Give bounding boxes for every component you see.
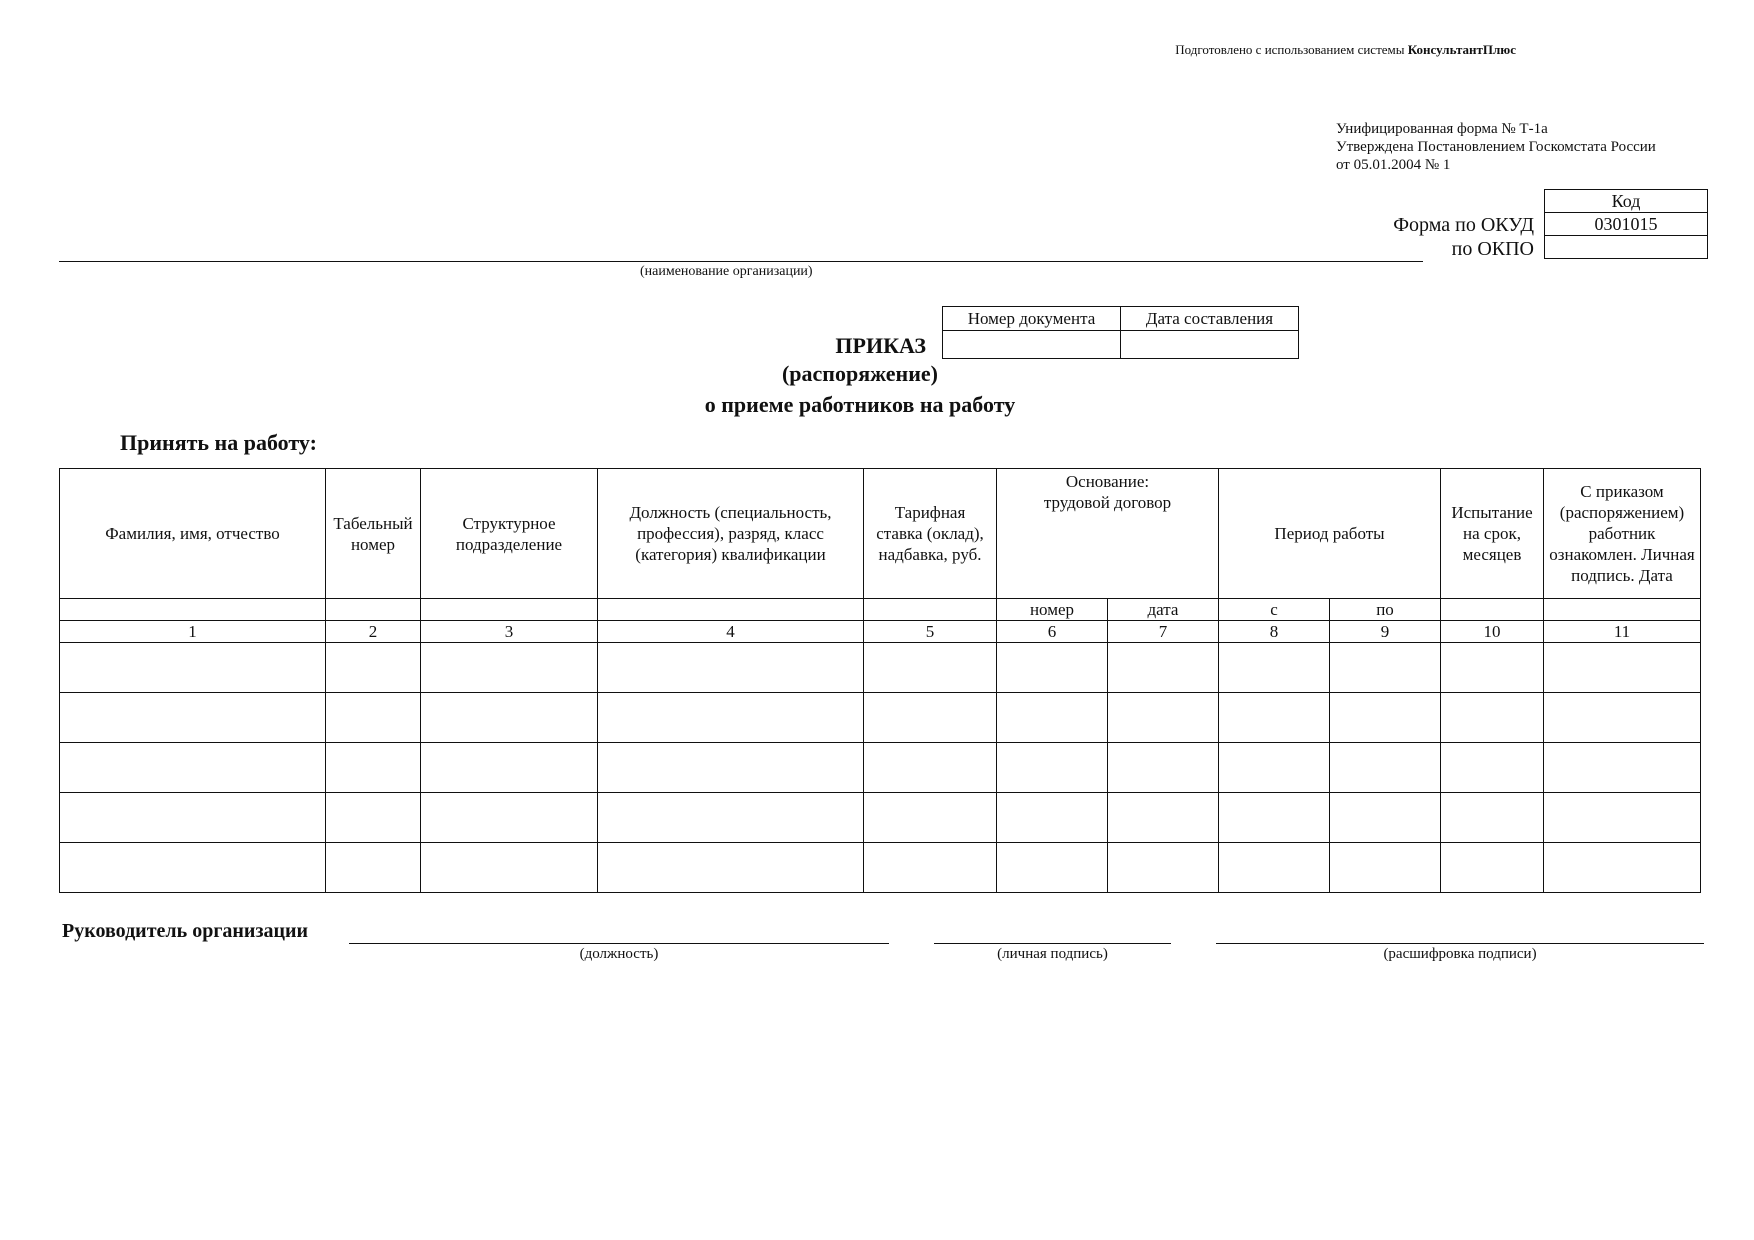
col-number: 10 (1441, 621, 1544, 643)
position-caption: (должность) (579, 946, 659, 962)
table-row (60, 843, 1701, 893)
col-number: 5 (864, 621, 997, 643)
header-acknowledged: С приказом (распоряжением) работник ознакомлен. Личная подпись. Дата (1544, 469, 1701, 599)
header-period: Период работы (1219, 469, 1441, 599)
organization-caption: (наименование организации) (640, 264, 813, 279)
header-rate: Тарифная ставка (оклад), надбавка, руб. (864, 469, 997, 599)
col-number: 3 (421, 621, 598, 643)
col-number: 1 (60, 621, 326, 643)
header-tab-number: Табельный номер (326, 469, 421, 599)
subheader-date: дата (1108, 599, 1219, 621)
subheader-number: номер (997, 599, 1108, 621)
col-number: 9 (1330, 621, 1441, 643)
header-fio: Фамилия, имя, отчество (60, 469, 326, 599)
col-number: 4 (598, 621, 864, 643)
signature-line[interactable] (934, 943, 1171, 944)
unified-form-line1: Унифицированная форма № Т-1а (1336, 121, 1548, 137)
decode-caption: (расшифровка подписи) (1383, 946, 1537, 962)
unified-form-line3: от 05.01.2004 № 1 (1336, 157, 1451, 173)
unified-form-line2: Утверждена Постановлением Госкомстата России (1336, 139, 1656, 155)
subheader-to: по (1330, 599, 1441, 621)
decode-line[interactable] (1216, 943, 1704, 944)
table-row (60, 643, 1701, 693)
header-trial: Испытание на срок, месяцев (1441, 469, 1544, 599)
table-row (60, 693, 1701, 743)
subheader-from: с (1219, 599, 1330, 621)
signature-caption: (личная подпись) (997, 946, 1108, 962)
code-box (1544, 189, 1708, 259)
okud-value: 0301015 (1545, 213, 1708, 236)
title-line2: (распоряжение) (781, 361, 938, 386)
unified-form-info (1336, 120, 1656, 174)
position-line[interactable] (349, 943, 889, 944)
title-line3: о приеме работников на работу (704, 392, 1016, 417)
table-row (60, 793, 1701, 843)
organization-field[interactable] (59, 261, 1423, 262)
consultant-note (1175, 42, 1516, 58)
doc-number-value[interactable] (943, 331, 1121, 359)
col-number: 2 (326, 621, 421, 643)
header-position: Должность (специальность, профессия), разряд, класс (категория) квалификации (598, 469, 864, 599)
doc-date-value[interactable] (1121, 331, 1299, 359)
employees-table (59, 468, 1701, 893)
header-basis: Основание: трудовой договор (997, 469, 1219, 599)
header-structure: Структурное подразделение (421, 469, 598, 599)
okpo-label: по ОКПО (1451, 238, 1534, 260)
col-number: 11 (1544, 621, 1701, 643)
doc-date-label: Дата составления (1121, 307, 1299, 331)
title-line1: ПРИКАЗ (835, 333, 926, 358)
table-row (60, 743, 1701, 793)
okud-label: Форма по ОКУД (1393, 214, 1534, 236)
accept-label: Принять на работу: (120, 430, 317, 455)
consultant-brand: КонсультантПлюс (1407, 42, 1516, 57)
code-header: Код (1545, 190, 1708, 213)
col-number: 6 (997, 621, 1108, 643)
consultant-prefix: Подготовлено с использованием системы (1175, 42, 1405, 57)
okpo-value[interactable] (1545, 236, 1708, 259)
document-number-box (942, 306, 1299, 359)
doc-number-label: Номер документа (943, 307, 1121, 331)
col-number: 7 (1108, 621, 1219, 643)
signature-label: Руководитель организации (62, 920, 309, 942)
col-number: 8 (1219, 621, 1330, 643)
